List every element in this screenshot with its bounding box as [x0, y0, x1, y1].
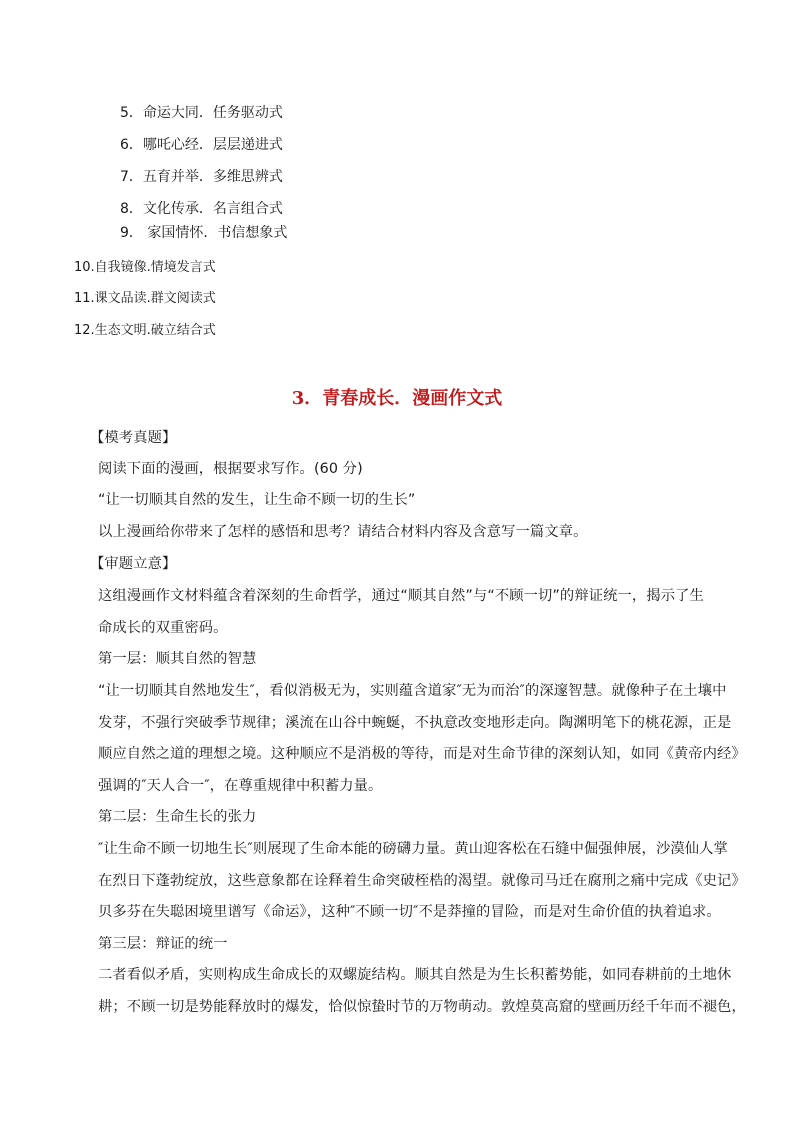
paragraph-line: 这组漫画作文材料蕴含着深刻的生命哲学，通过“顺其自然”与“不顾一切”的辩证统一，揭示了生	[98, 588, 704, 604]
toc-item-11: 11.课文品读.群文阅读式	[74, 291, 216, 306]
prompt-quote: “让一切顺其自然的发生，让生命不顾一切的生长”	[98, 492, 416, 508]
paragraph-line: 发芽，不强行突破季节规律；溪流在山谷中蜿蜒，不执意改变地形走向。陶渊明笔下的桃花源，正是	[98, 715, 732, 731]
layer-heading-2: 第二层：生命生长的张力	[98, 809, 257, 825]
toc-item-12: 12.生态文明.破立结合式	[74, 323, 216, 338]
paragraph-line: 强调的″天人合一″，在尊重规律中积蓄力量。	[98, 778, 383, 794]
exam-heading: 【模考真题】	[90, 430, 177, 446]
paragraph-line: 顺应自然之道的理想之境。这种顺应不是消极的等待，而是对生命节律的深刻认知，如同《黄帝内经》	[98, 746, 746, 762]
section-title: 3．青春成长．漫画作文式	[291, 388, 503, 409]
toc-item-7: 7．五育并举．多维思辨式	[120, 169, 283, 185]
toc-item-10: 10.自我镜像.情境发言式	[74, 260, 216, 275]
paragraph-line: “让一切顺其自然地发生″，看似消极无为，实则蕴含道家″无为而治″的深邃智慧。就像种子在土壤中	[98, 683, 727, 699]
toc-item-9: 9． 家国情怀．书信想象式	[120, 225, 288, 241]
analysis-heading: 【审题立意】	[90, 556, 177, 572]
toc-item-5: 5．命运大同．任务驱动式	[120, 105, 283, 121]
paragraph-line: 二者看似矛盾，实则构成生命成长的双螺旋结构。顺其自然是为生长积蓄势能，如同春耕前的土地休	[98, 967, 732, 983]
paragraph-line: 在烈日下蓬勃绽放，这些意象都在诠释着生命突破桎梏的渴望。就像司马迁在腐刑之痛中完成《史记》	[98, 873, 746, 889]
layer-heading-3: 第三层：辩证的统一	[98, 936, 228, 952]
paragraph-line: ″让生命不顾一切地生长″则展现了生命本能的磅礴力量。黄山迎客松在石缝中倔强伸展，沙漠仙人掌	[98, 841, 728, 857]
toc-item-8: 8．文化传承．名言组合式	[120, 201, 283, 217]
paragraph-line: 贝多芬在失聪困境里谱写《命运》，这种″不顾一切″不是莽撞的冒险，而是对生命价值的执着追求。	[98, 904, 721, 920]
prompt-question: 以上漫画给你带来了怎样的感悟和思考？请结合材料内容及含意写一篇文章。	[98, 524, 588, 540]
layer-heading-1: 第一层：顺其自然的智慧	[98, 651, 257, 667]
prompt-instruction: 阅读下面的漫画，根据要求写作。(60 分)	[98, 461, 363, 477]
toc-item-6: 6．哪吒心经．层层递进式	[120, 137, 283, 153]
paragraph-line: 耕；不顾一切是势能释放时的爆发，恰似惊蛰时节的万物萌动。敦煌莫高窟的壁画历经千年而不褪色，	[98, 999, 746, 1015]
paragraph-line: 命成长的双重密码。	[98, 620, 228, 636]
